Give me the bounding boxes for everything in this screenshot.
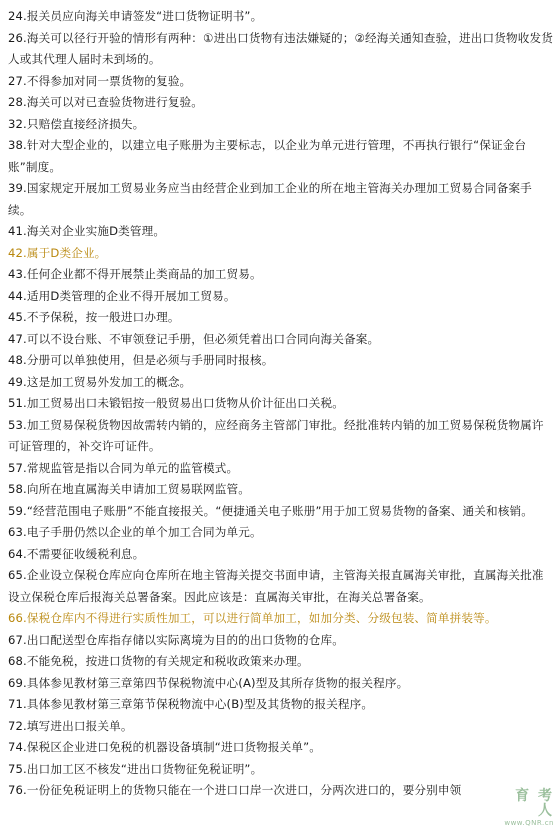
answer-entry-71: 71.具体参见教材第三章第节保税物流中心(B)型及其货物的报关程序。 xyxy=(8,697,374,711)
answer-entry-75: 75.出口加工区不核发“进出口货物征免税证明”。 xyxy=(8,761,263,776)
answer-entry-63: 63.电子手册仍然以企业的单个加工合同为单元。 xyxy=(8,525,262,539)
answer-entry-48: 48.分册可以单独使用，但是必须与手册同时报核。 xyxy=(8,353,274,367)
answer-entry-58: 58.向所在地直属海关申请加工贸易联网监管。 xyxy=(8,482,251,496)
answer-entry-28: 28.海关可以对已查验货物进行复验。 xyxy=(8,95,204,109)
answer-entry-76: 76.一份征免税证明上的货物只能在一个进口口岸一次进口，分两次进口的，要分别申领 xyxy=(8,783,462,797)
answer-entry-72: 72.填写进出口报关单。 xyxy=(8,718,133,733)
answer-entry-24: 24.报关员应向海关申请签发“进口货物证明书”。 xyxy=(8,9,263,23)
watermark-logo-text: 育 考 人 xyxy=(515,788,554,819)
answer-entry-51: 51.加工贸易出口未锻铝按一般贸易出口货物从价计征出口关税。 xyxy=(8,396,344,410)
answer-entry-66: 66.保税仓库内不得进行实质性加工，可以进行简单加工，如加分类、分级包装、简单拼装等。 xyxy=(8,611,497,625)
answer-entry-45: 45.不予保税，按一般进口办理。 xyxy=(8,310,180,324)
answer-entry-64: 64.不需要征收缓税利息。 xyxy=(8,546,145,561)
document-body xyxy=(8,6,554,802)
site-watermark xyxy=(498,788,554,827)
answer-entry-68: 68.不能免税，按进口货物的有关规定和税收政策来办理。 xyxy=(8,654,309,668)
answer-entry-67: 67.出口配送型仓库指存储以实际离境为目的的出口货物的仓库。 xyxy=(8,632,344,647)
answer-entry-43: 43.任何企业都不得开展禁止类商品的加工贸易。 xyxy=(8,267,262,281)
answer-entry-65: 65.企业设立保税仓库应向仓库所在地主管海关提交书面申请，主管海关报直属海关审批，直属海关批准设立保税仓库后报海关总署备案。因此应该是：直属海关审批，在海关总署备案。 xyxy=(8,568,544,604)
answer-entry-27: 27.不得参加对同一票货物的复验。 xyxy=(8,73,192,88)
answer-entry-41: 41.海关对企业实施D类管理。 xyxy=(8,224,166,238)
answer-entry-47: 47.可以不设台账、不审领登记手册，但必须凭着出口合同向海关备案。 xyxy=(8,331,380,346)
answer-entry-69: 69.具体参见教材第三章第四节保税物流中心(A)型及其所存货物的报关程序。 xyxy=(8,675,409,690)
answer-entry-57: 57.常规监管是指以合同为单元的监管模式。 xyxy=(8,460,239,475)
answer-entry-38: 38.针对大型企业的，以建立电子账册为主要标志，以企业为单元进行管理，不再执行银行“保证金台账”制度。 xyxy=(8,138,527,174)
answer-entry-59: 59.“经营范围电子账册”不能直接报关。“便捷通关电子账册”用于加工贸易货物的备案、通关和核销。 xyxy=(8,503,534,518)
answer-entry-42: 42.属于D类企业。 xyxy=(8,245,107,260)
answer-entry-49: 49.这是加工贸易外发加工的概念。 xyxy=(8,374,192,389)
watermark-url: www.QNR.cn xyxy=(504,819,554,827)
answer-entry-44: 44.适用D类管理的企业不得开展加工贸易。 xyxy=(8,288,236,303)
answer-entry-53: 53.加工贸易保税货物因故需转内销的，应经商务主管部门审批。经批准转内销的加工贸易保税货物属许可证管理的，补交许可证件。 xyxy=(8,417,544,453)
answer-entry-26: 26.海关可以径行开验的情形有两种：①进出口货物有违法嫌疑的；②经海关通知查验，进出口货物收发货人或其代理人届时未到场的。 xyxy=(8,30,553,66)
answer-entry-39: 39.国家规定开展加工贸易业务应当由经营企业到加工企业的所在地主管海关办理加工贸易合同备案手续。 xyxy=(8,181,532,217)
answer-entry-32: 32.只赔偿直接经济损失。 xyxy=(8,116,145,131)
answer-entry-74: 74.保税区企业进口免税的机器设备填制“进口货物报关单”。 xyxy=(8,740,322,754)
